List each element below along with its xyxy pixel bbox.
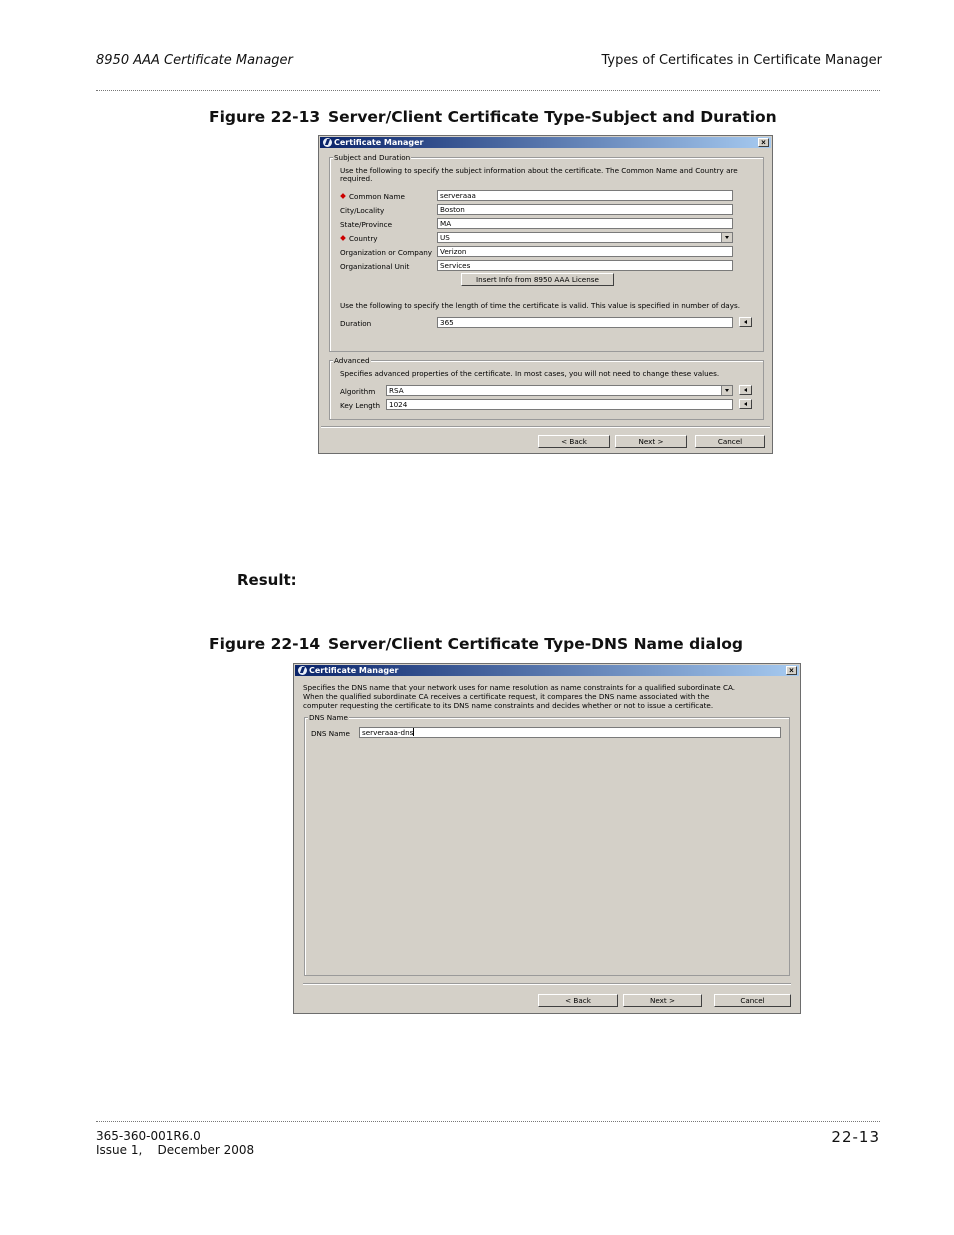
cancel-button[interactable]: Cancel	[714, 994, 791, 1007]
dns-intro-text: Specifies the DNS name that your network uses for name resolution as name constraints for a qualified subordinate CA.	[303, 683, 736, 692]
algorithm-reset-button[interactable]	[739, 385, 752, 395]
country-label: Country	[340, 234, 378, 243]
required-icon	[340, 193, 346, 199]
subject-intro-text: Use the following to specify the subject information about the certificate. The Common Name and Country are	[340, 166, 738, 175]
figure-caption-2	[209, 635, 743, 653]
running-header-section: Types of Certificates in Certificate Manager	[601, 53, 882, 68]
chevron-down-icon[interactable]	[721, 386, 732, 395]
city-field[interactable]: Boston	[437, 204, 733, 215]
figure-number: Figure 22-13	[209, 108, 321, 126]
org-unit-field[interactable]: Services	[437, 260, 733, 271]
dns-intro-text-2: When the qualified subordinate CA receives a certificate request, it compares the DNS name associated with the	[303, 692, 710, 701]
key-length-label: Key Length	[340, 401, 381, 410]
page-number: 22-13	[831, 1128, 880, 1146]
organization-label: Organization or Company	[340, 248, 433, 257]
button-separator	[321, 426, 770, 428]
common-name-field[interactable]: serveraaa	[437, 190, 733, 201]
duration-field[interactable]: 365	[437, 317, 733, 328]
button-separator	[303, 983, 791, 985]
subject-intro-text-2: required.	[340, 174, 373, 183]
dialog-titlebar	[320, 137, 771, 148]
key-length-reset-button[interactable]	[739, 399, 752, 409]
dns-name-field[interactable]: serveraaa-dns	[359, 727, 781, 738]
duration-label: Duration	[340, 319, 372, 328]
app-logo-icon	[323, 138, 332, 147]
figure-number: Figure 22-14	[209, 635, 321, 653]
required-icon	[340, 235, 346, 241]
key-length-field[interactable]: 1024	[386, 399, 733, 410]
group-label: DNS Name	[309, 713, 348, 722]
dialog-title: Certificate Manager	[334, 138, 424, 147]
chevron-down-icon[interactable]	[721, 233, 732, 242]
running-header-title: 8950 AAA Certificate Manager	[96, 53, 293, 68]
algorithm-label: Algorithm	[340, 387, 376, 396]
dialog-titlebar	[295, 665, 799, 676]
next-button[interactable]: Next >	[623, 994, 702, 1007]
state-label: State/Province	[340, 220, 393, 229]
advanced-intro-text: Specifies advanced properties of the certificate. In most cases, you will not need to change these values.	[340, 369, 720, 378]
dns-intro-text-3: computer requesting the certificate to its DNS name constraints and decides whether or not to issue a certificate.	[303, 701, 714, 710]
dialog-title: Certificate Manager	[309, 666, 399, 675]
duration-intro-text: Use the following to specify the length of time the certificate is valid. This value is specified in number of days.	[340, 301, 740, 310]
common-name-label: Common Name	[340, 192, 405, 201]
duration-reset-button[interactable]	[739, 317, 752, 327]
next-button[interactable]: Next >	[615, 435, 687, 448]
figure-caption-1	[209, 108, 777, 126]
footer-rule	[96, 1121, 880, 1122]
insert-license-info-button[interactable]: Insert Info from 8950 AAA License	[461, 273, 614, 286]
close-button[interactable]: ×	[786, 666, 797, 675]
city-label: City/Locality	[340, 206, 385, 215]
certificate-manager-dialog-dns	[293, 663, 801, 1014]
close-button[interactable]: ×	[758, 138, 769, 147]
result-label: Result:	[237, 571, 297, 589]
org-unit-label: Organizational Unit	[340, 262, 410, 271]
group-label: Advanced	[334, 356, 370, 365]
country-select[interactable]: US	[437, 232, 733, 243]
figure-title: Server/Client Certificate Type-DNS Name dialog	[328, 635, 743, 653]
app-logo-icon	[298, 666, 307, 675]
back-button[interactable]: < Back	[538, 994, 618, 1007]
algorithm-select[interactable]: RSA	[386, 385, 733, 396]
doc-number: 365-360-001R6.0	[96, 1129, 201, 1143]
header-rule	[96, 90, 880, 91]
certificate-manager-dialog-subject	[318, 135, 773, 454]
dns-name-group	[304, 713, 790, 976]
state-field[interactable]: MA	[437, 218, 733, 229]
issue-date: Issue 1, December 2008	[96, 1143, 255, 1157]
group-label: Subject and Duration	[334, 153, 411, 162]
organization-field[interactable]: Verizon	[437, 246, 733, 257]
figure-title: Server/Client Certificate Type-Subject and Duration	[328, 108, 777, 126]
cancel-button[interactable]: Cancel	[695, 435, 765, 448]
back-button[interactable]: < Back	[538, 435, 610, 448]
dns-name-label: DNS Name	[311, 729, 350, 738]
